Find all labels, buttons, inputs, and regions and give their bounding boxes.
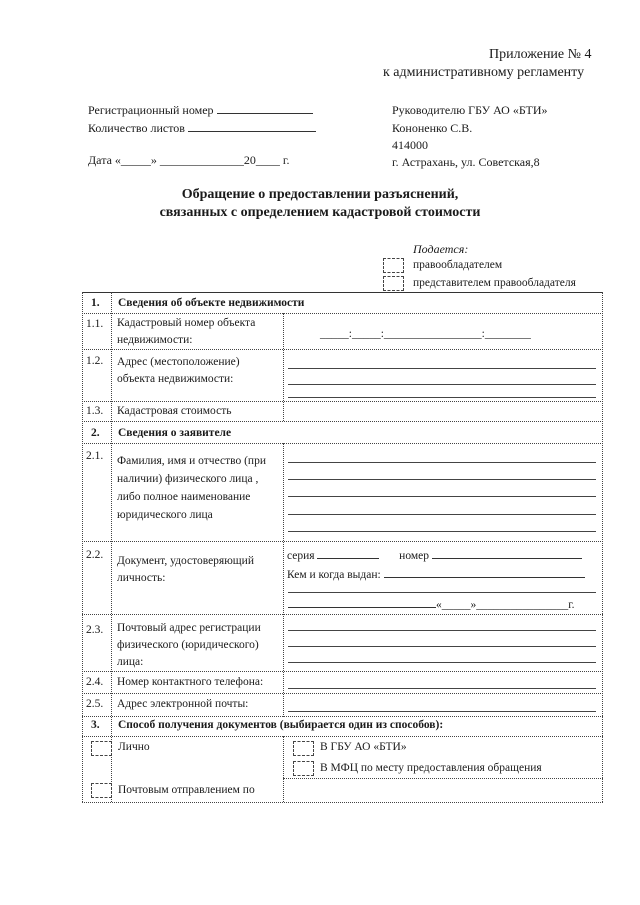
checkbox-personal[interactable] (91, 741, 112, 756)
series-field[interactable] (317, 548, 379, 559)
row-2-4-number: 2.4. (86, 676, 104, 688)
row-2-2-number: 2.2. (86, 549, 104, 561)
date-row[interactable]: Дата «_____» ______________20____ г. (88, 153, 290, 167)
sheets-label: Количество листов (88, 121, 185, 135)
address-line-2[interactable] (288, 384, 596, 385)
document-title-line2: связанных с определением кадастровой стоимости (159, 205, 481, 220)
row-1-3-number: 1.3. (86, 405, 104, 417)
section3-title: Способ получения документов (выбирается один из способов): (118, 719, 444, 731)
row-2-1-label: Фамилия, имя и отчество (при наличии) физического лица , либо полное наименование юридического лица (117, 455, 266, 521)
row-1-1-number: 1.1. (86, 318, 104, 330)
issued-label: Кем и когда выдан: (287, 569, 381, 581)
row-1-1-label: Кадастровый номер объекта недвижимости: (117, 317, 256, 346)
row-2-3-number: 2.3. (86, 624, 104, 636)
series-row (287, 548, 582, 562)
section1-number: 1. (91, 297, 100, 309)
section2-number: 2. (91, 427, 100, 439)
applicant-name-line-2[interactable] (288, 479, 596, 480)
applicant-name-line-4[interactable] (288, 514, 596, 515)
checkbox-mfc[interactable] (293, 761, 314, 776)
cadastral-number-field[interactable]: _____:_____:_________________:________ (320, 328, 531, 340)
applicant-name-line-3[interactable] (288, 496, 596, 497)
reg-number-field[interactable] (217, 103, 313, 114)
postal-address-line-1[interactable] (288, 630, 596, 631)
row-2-5-label: Адрес электронной почты: (117, 698, 249, 710)
applicant-name-line-1[interactable] (288, 462, 596, 463)
doc-number-field[interactable] (432, 548, 582, 559)
issued-row (287, 567, 585, 581)
row-1-3-label: Кадастровая стоимость (117, 405, 232, 417)
issued-line-2[interactable] (288, 592, 596, 593)
checkbox-post[interactable] (91, 783, 112, 798)
document-title-line1: Обращение о предоставлении разъяснений, (181, 187, 459, 202)
checkbox-representative[interactable] (383, 276, 404, 291)
postal-address-line-3[interactable] (288, 662, 596, 663)
submitted-by-label: Подается: (413, 242, 469, 256)
method-mfc-label: В МФЦ по месту предоставления обращения (320, 762, 542, 774)
method-bti-label: В ГБУ АО «БТИ» (320, 741, 407, 753)
option-owner-label: правообладателем (413, 259, 503, 271)
section1-title: Сведения об объекте недвижимости (118, 297, 305, 309)
section3-number: 3. (91, 719, 100, 731)
applicant-name-line-5[interactable] (288, 531, 596, 532)
addressee-line4: г. Астрахань, ул. Советская,8 (392, 155, 540, 169)
series-label: серия (287, 550, 315, 562)
row-1-2-number: 1.2. (86, 355, 104, 367)
issue-date-field[interactable]: «_____»________________г. (288, 597, 575, 611)
row-1-2-label: Адрес (местоположение) объекта недвижимости: (117, 356, 240, 385)
reg-number-label: Регистрационный номер (88, 103, 214, 117)
phone-field[interactable] (288, 688, 596, 689)
addressee-line3: 414000 (392, 138, 428, 152)
regulation-ref: к административному регламенту (383, 65, 585, 80)
address-line-1[interactable] (288, 368, 596, 369)
addressee-line1: Руководителю ГБУ АО «БТИ» (392, 103, 548, 117)
row-2-5-number: 2.5. (86, 698, 104, 710)
address-line-3[interactable] (288, 397, 596, 398)
method-post-label: Почтовым отправлением по (118, 784, 255, 796)
row-2-3-label: Почтовый адрес регистрации физического (юридического) лица: (117, 622, 261, 668)
doc-number-label: номер (399, 550, 429, 562)
appendix-title: Приложение № 4 (489, 47, 592, 62)
row-2-1-number: 2.1. (86, 450, 104, 462)
checkbox-owner[interactable] (383, 258, 404, 273)
postal-address-line-2[interactable] (288, 646, 596, 647)
email-field[interactable] (288, 711, 596, 712)
option-representative-label: представителем правообладателя (413, 277, 576, 289)
reg-number-row (88, 103, 313, 118)
row-2-2-label: Документ, удостоверяющий личность: (117, 555, 254, 584)
section2-title: Сведения о заявителе (118, 427, 232, 439)
row-2-4-label: Номер контактного телефона: (117, 676, 264, 688)
issued-field[interactable] (384, 567, 585, 578)
sheets-field[interactable] (188, 121, 316, 132)
sheets-row (88, 121, 316, 136)
addressee-line2: Кононенко С.В. (392, 121, 473, 135)
method-personal-label: Лично (118, 741, 150, 753)
checkbox-bti[interactable] (293, 741, 314, 756)
